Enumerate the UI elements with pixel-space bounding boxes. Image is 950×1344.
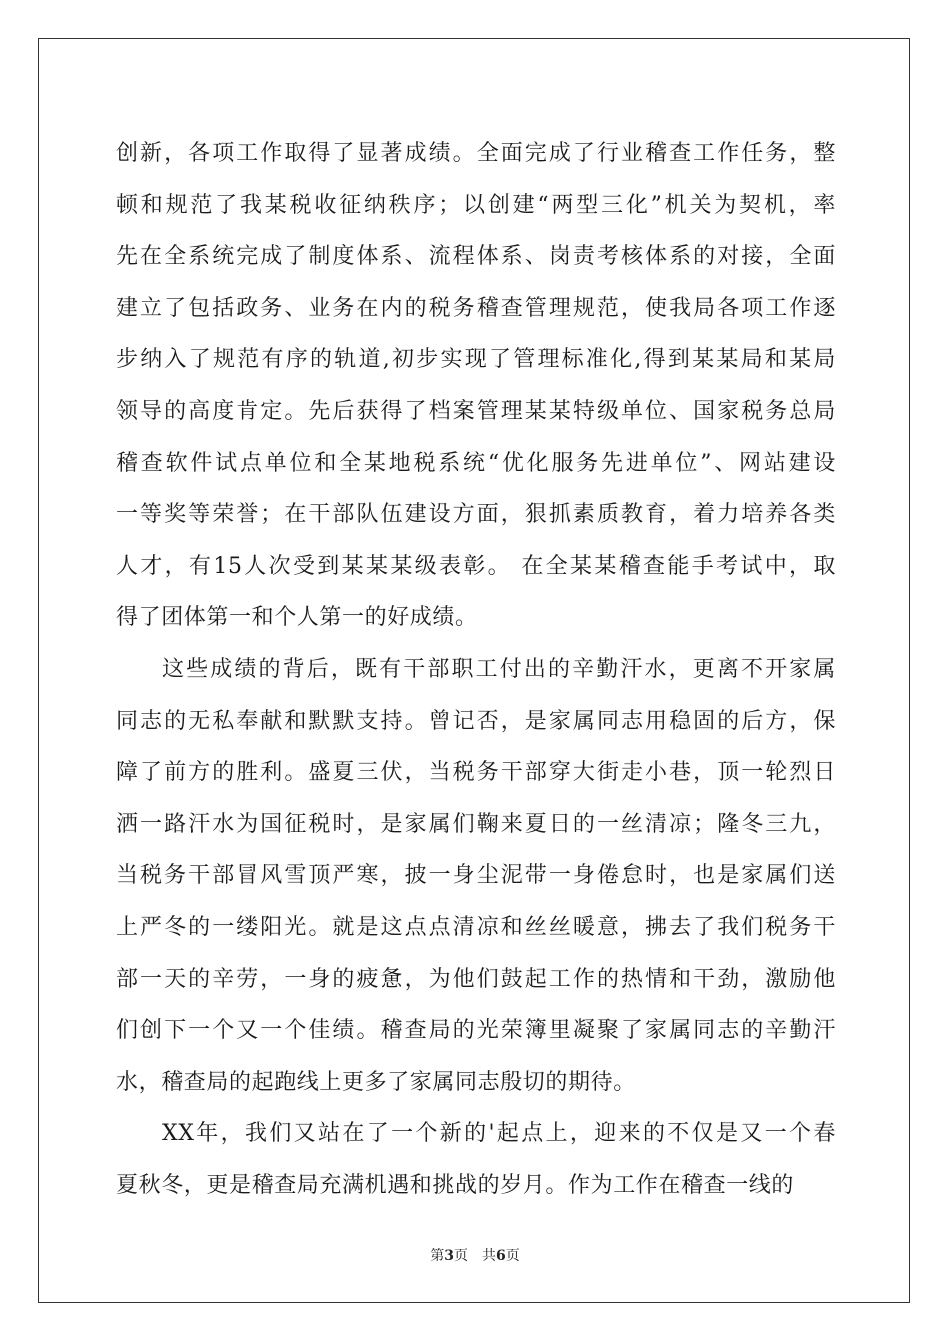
text-line: 得了团体第一和个人第一的好成绩。 [116,605,478,631]
text-line: 洒一路汗水为国征税时，是家属们鞠来夏日的一丝清凉；隆冬三九， [116,811,836,837]
text-line: 们创下一个又一个佳绩。稽查局的光荣簿里凝聚了家属同志的辛勤汗 [116,1018,836,1044]
text-line: 创新，各项工作取得了显著成绩。全面完成了行业稽查工作任务，整 [116,141,836,166]
page-footer [0,1245,950,1265]
text-line: 步纳入了规范有序的轨道,初步实现了管理标准化,得到某某局和某局 [116,347,836,373]
paragraph [116,128,836,644]
total-pages: 6 [496,1248,506,1264]
text-line: 这些成绩的背后，既有干部职工付出的辛勤汗水，更离不开家属 [162,656,836,682]
total-label-suffix: 页 [505,1248,520,1264]
text-line: XX年，我们又站在了一个新的'起点上，迎来的不仅是又一个春 [162,1121,836,1147]
text-line: 领导的高度肯定。先后获得了档案管理某某特级单位、国家税务总局 [116,398,836,424]
total-label-prefix: 共 [482,1248,496,1264]
document-body [116,128,836,1211]
paragraph [116,644,836,1108]
text-line: 稽查软件试点单位和全某地税系统“优化服务先进单位”、网站建设 [116,450,836,476]
text-line: 建立了包括政务、业务在内的税务稽查管理规范，使我局各项工作逐 [116,295,836,321]
page-number: 3 [444,1248,454,1264]
text-line: 水，稽查局的起跑线上更多了家属同志殷切的期待。 [116,1069,636,1095]
text-line: 当税务干部冒风雪顶严寒，披一身尘泥带一身倦怠时，也是家属们送 [116,863,836,889]
text-line: 夏秋冬，更是稽查局充满机遇和挑战的岁月。作为工作在稽查一线的 [116,1172,795,1198]
text-line: 一等奖等荣誉；在干部队伍建设方面，狠抓素质教育，着力培养各类 [116,502,836,528]
text-line: 人才，有15人次受到某某某级表彰。 在全某某稽查能手考试中，取 [116,553,836,579]
text-line: 上严冬的一缕阳光。就是这点点清凉和丝丝暖意，拂去了我们税务干 [116,914,836,940]
text-line: 同志的无私奉献和默默支持。曾记否，是家属同志用稳固的后方，保 [116,708,836,734]
text-line: 先在全系统完成了制度体系、流程体系、岗责考核体系的对接，全面 [116,244,836,270]
page-label-prefix: 第 [430,1248,445,1264]
paragraph [116,1108,836,1211]
text-line: 障了前方的胜利。盛夏三伏，当税务干部穿大街走小巷，顶一轮烈日 [116,760,836,786]
page-label-suffix: 页 [454,1248,468,1264]
text-line: 顿和规范了我某税收征纳秩序；以创建“两型三化”机关为契机，率 [116,192,836,218]
text-line: 部一天的辛劳，一身的疲惫，为他们鼓起工作的热情和干劲，激励他 [116,966,836,992]
